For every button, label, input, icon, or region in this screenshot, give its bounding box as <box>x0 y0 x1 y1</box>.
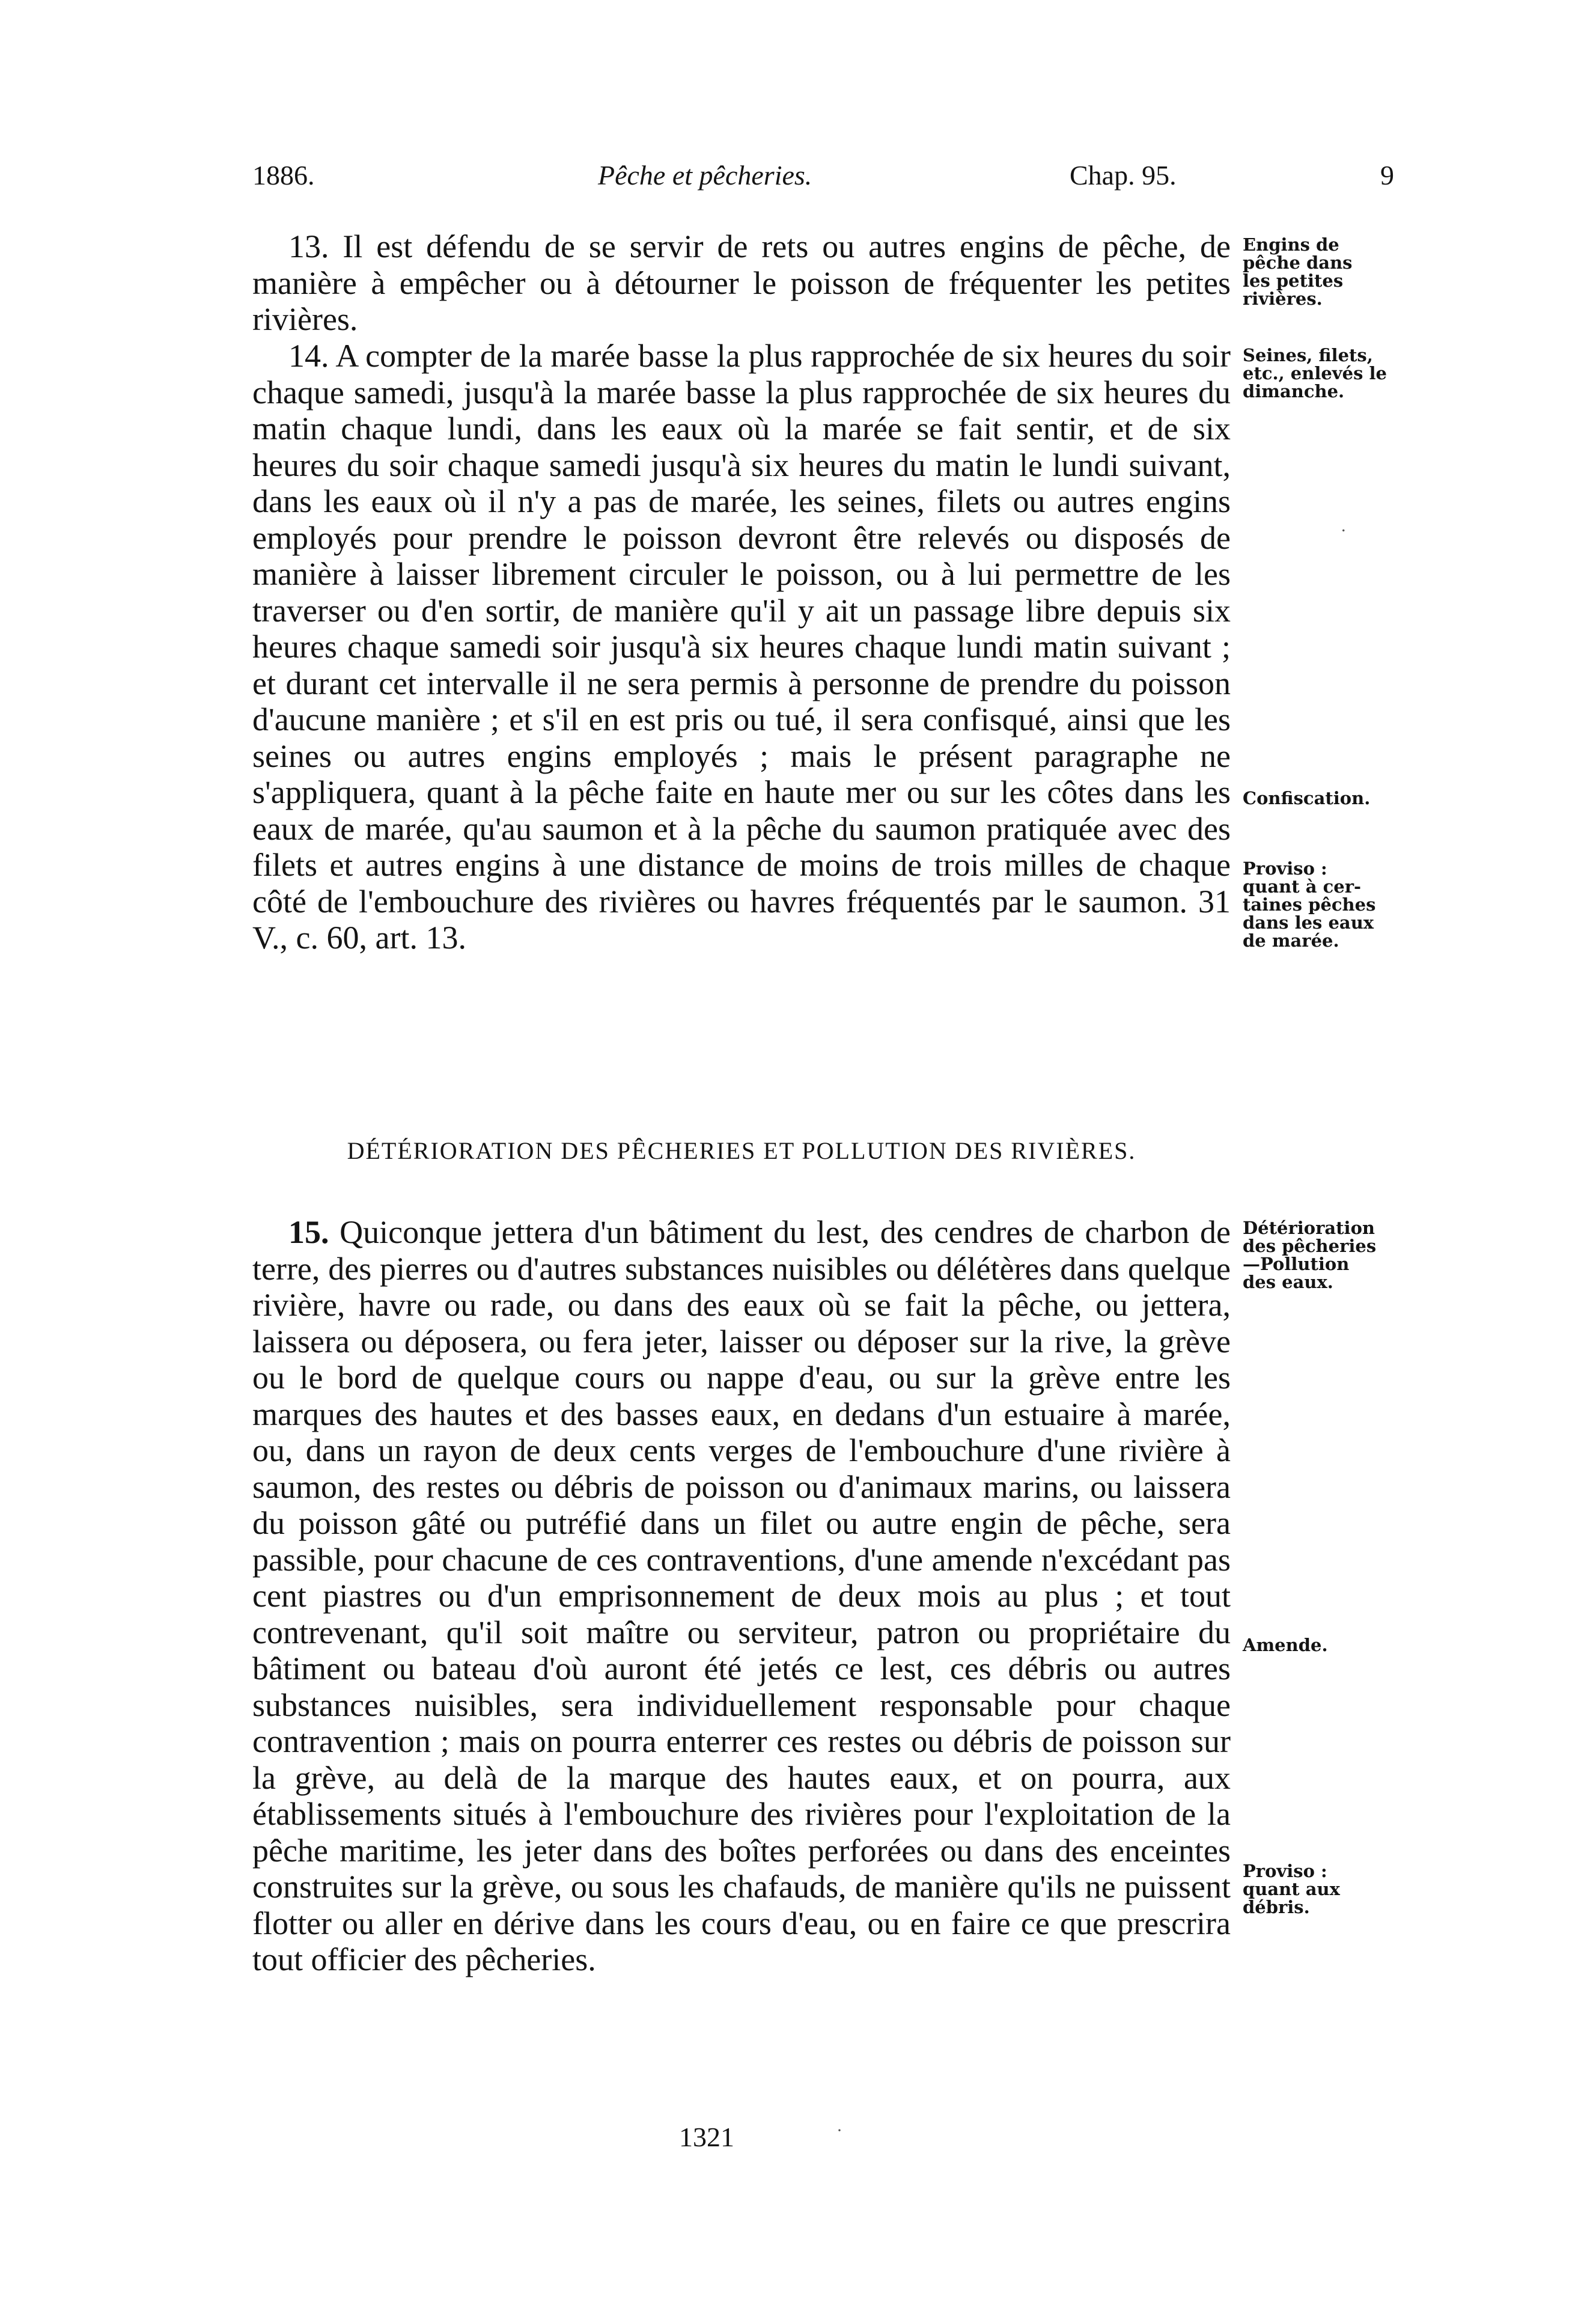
section-14-paragraph <box>252 338 1231 956</box>
section-14-text: A compter de la marée basse la plus rapprochée de six heures du soir chaque samedi, jusqu'à la marée basse la plus rapprochée de six heures du matin chaque lundi, dans les eaux où la marée se fait sentir, et de six heures du soir chaque samedi jusqu'à six heures du matin le lundi suivant, dans les eaux où il n'y a pas de marée, les seines, filets ou autres engins employés pour prendre le poisson devront être relevés ou disposés de manière à laisser librement circuler le poisson, ou à lui permettre de les traverser ou d'en sortir, de manière qu'il y ait un passage libre depuis six heures chaque samedi soir jusqu'à six heures chaque lundi matin suivant ; et durant cet intervalle il ne sera permis à personne de prendre du poisson d'aucune manière ; et s'il en est pris ou tué, il sera confisqué, ainsi que les seines ou autres engins employés ; mais le présent paragraphe ne s'appliquera, quant à la pêche faite en haute mer ou sur les côtes dans les eaux de marée, qu'au saumon et à la pêche du saumon pratiquée avec des filets et autres engins à une distance de moins de trois milles de chaque côté de l'embouchure des rivières ou havres fréquentés par le saumon. 31 V., c. 60, art. 13. <box>252 338 1231 956</box>
running-head-page-number: 9 <box>1380 160 1394 191</box>
section-13 <box>252 228 1231 338</box>
section-15-paragraph <box>252 1214 1231 1978</box>
scan-speck: · <box>836 2120 842 2140</box>
running-head-title: Pêche et pêcheries. <box>598 160 812 191</box>
section-13-number: 13. <box>288 228 329 264</box>
running-head <box>252 157 1394 194</box>
margin-note-confiscation: Confiscation. <box>1243 788 1371 808</box>
section-15-text: Quiconque jettera d'un bâtiment du lest, des cendres de charbon de terre, des pierres ou d'autres substances nuisibles ou délétères dans quelque rivière, havre ou rade, ou dans des eaux où se fait la pêche, ou jettera, laissera ou déposera, ou fera jeter, laisser ou déposer sur la rive, la grève ou le bord de quelque cours ou nappe d'eau, ou sur la grève entre les marques des hautes et des basses eaux, en dedans d'un estuaire à marée, ou, dans un rayon de deux cents verges de l'embouchure d'une rivière à saumon, des restes ou débris de poisson ou d'animaux marins, ou laissera du poisson gâté ou putréfié dans un filet ou autre engin de pêche, sera passible, pour chacune de ces contraventions, d'une amende n'excédant pas cent piastres ou d'un emprisonnement de deux mois au plus ; et tout contrevenant, qu'il soit maître ou serviteur, patron ou propriétaire du bâtiment ou bateau d'où auront été jetés ce lest, ces débris ou autres substances nuisibles, sera individuellement responsable pour chaque contravention ; mais on pourra enterrer ces restes ou débris de poisson sur la grève, au delà de la marque des hautes eaux, et on pourra, aux établissements situés à l'embouchure des rivières pour l'exploitation de la pêche maritime, les jeter dans des boîtes perforées ou dans des enceintes construites sur la grève, ou sous les chafauds, de manière qu'ils ne puissent flotter ou aller en dérive dans les cours d'eau, ou en faire ce que prescrira tout officier des pêcheries. <box>252 1214 1231 1977</box>
margin-note-proviso-peches: Proviso : quant à cer- taines pêches dans les eaux de marée. <box>1243 858 1376 951</box>
section-15-number: 15. <box>288 1214 329 1250</box>
folio-number: 1321 <box>679 2122 734 2152</box>
scan-speck: . <box>1341 516 1346 536</box>
margin-note-seines: Seines, filets, etc., enlevés le dimanche. <box>1243 345 1387 401</box>
section-13-paragraph <box>252 228 1231 338</box>
running-head-chapter: Chap. 95. <box>1070 160 1177 191</box>
section-15 <box>252 1214 1231 1978</box>
margin-note-engins: Engins de pêche dans les petites rivières. <box>1243 234 1353 309</box>
section-14-number: 14. <box>288 338 329 374</box>
margin-note-proviso-debris: Proviso : quant aux débris. <box>1243 1861 1340 1917</box>
section-13-text: Il est défendu de se servir de rets ou autres engins de pêche, de manière à empêcher ou à détourner le poisson de fréquenter les petites rivières. <box>252 228 1231 337</box>
margin-note-amende: Amende. <box>1243 1635 1328 1655</box>
section-14 <box>252 338 1231 956</box>
section-heading: DÉTÉRIORATION DES PÊCHERIES ET POLLUTION DES RIVIÈRES. <box>347 1137 1136 1164</box>
margin-note-deterioration: Détérioration des pêcheries —Pollution des eaux. <box>1243 1218 1377 1292</box>
running-head-year: 1886. <box>252 160 315 191</box>
